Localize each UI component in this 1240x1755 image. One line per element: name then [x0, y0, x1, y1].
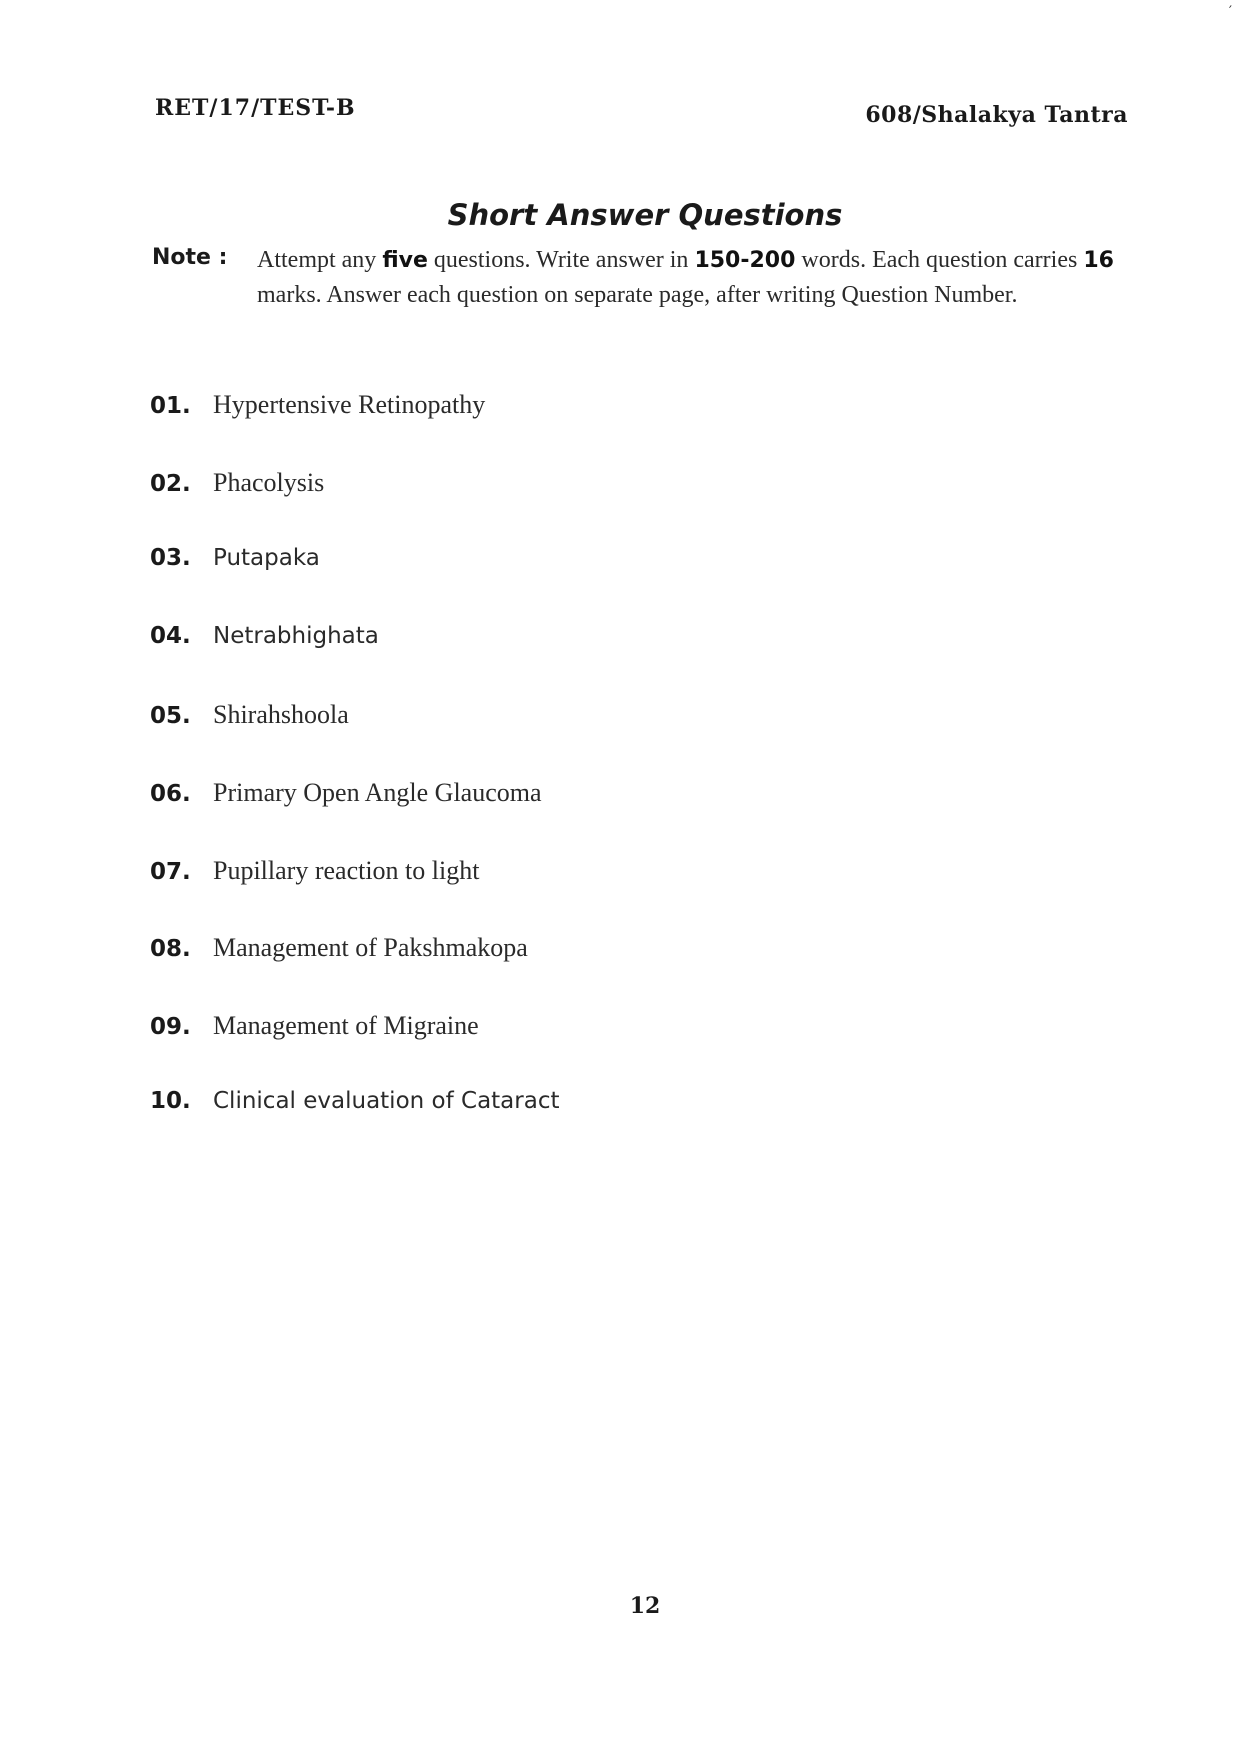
question-number: 02. [150, 470, 191, 497]
note-highlight-words: 150-200 [694, 248, 796, 273]
question-text: Putapaka [213, 545, 320, 572]
question-text: Management of Migraine [213, 1010, 479, 1040]
note-highlight-marks: 16 [1083, 248, 1114, 273]
section-title: Short Answer Questions [447, 198, 843, 232]
question-text: Netrabhighata [213, 622, 379, 649]
question-number: 01. [150, 393, 191, 419]
question-list [150, 390, 560, 1166]
question-text: Pupillary reaction to light [213, 855, 480, 885]
question-number: 07. [150, 858, 191, 885]
question-item [150, 778, 560, 856]
question-number: 09. [150, 1013, 191, 1040]
question-text: Hypertensive Retinopathy [213, 390, 486, 419]
question-item [150, 1011, 560, 1089]
question-item [150, 623, 560, 701]
question-number: 05. [150, 703, 191, 730]
note-label: Note : [152, 245, 228, 270]
note-text-part: questions. Write answer in [427, 247, 695, 273]
question-item [150, 1088, 560, 1166]
question-text: Primary Open Angle Glaucoma [213, 777, 542, 807]
question-item [150, 700, 560, 778]
note-highlight-count: five [382, 248, 428, 273]
question-item [150, 468, 560, 546]
question-text: Management of Pakshmakopa [213, 933, 528, 963]
question-item [150, 390, 560, 468]
question-number: 10. [150, 1088, 191, 1115]
scan-mark: ′ [1228, 4, 1232, 20]
question-text: Shirahshoola [213, 700, 349, 730]
question-number: 04. [150, 622, 191, 649]
note-text-part: marks. Answer each question on separate page, after writing Question Number. [257, 282, 1018, 308]
paper-code: RET/17/TEST-B [155, 95, 356, 121]
note-text [257, 243, 1137, 312]
subject-code: 608/Shalakya Tantra [865, 102, 1128, 128]
page-number: 12 [629, 1593, 661, 1619]
question-item [150, 856, 560, 934]
question-item [150, 545, 560, 623]
question-item [150, 933, 560, 1011]
question-text: Clinical evaluation of Cataract [213, 1088, 560, 1115]
question-number: 06. [150, 780, 191, 807]
note-text-part: Attempt any [257, 247, 383, 273]
question-text: Phacolysis [213, 467, 325, 497]
question-number: 03. [150, 545, 191, 572]
instructions-note [152, 243, 1142, 312]
note-text-part: words. Each question carries [795, 247, 1084, 273]
question-number: 08. [150, 936, 191, 963]
